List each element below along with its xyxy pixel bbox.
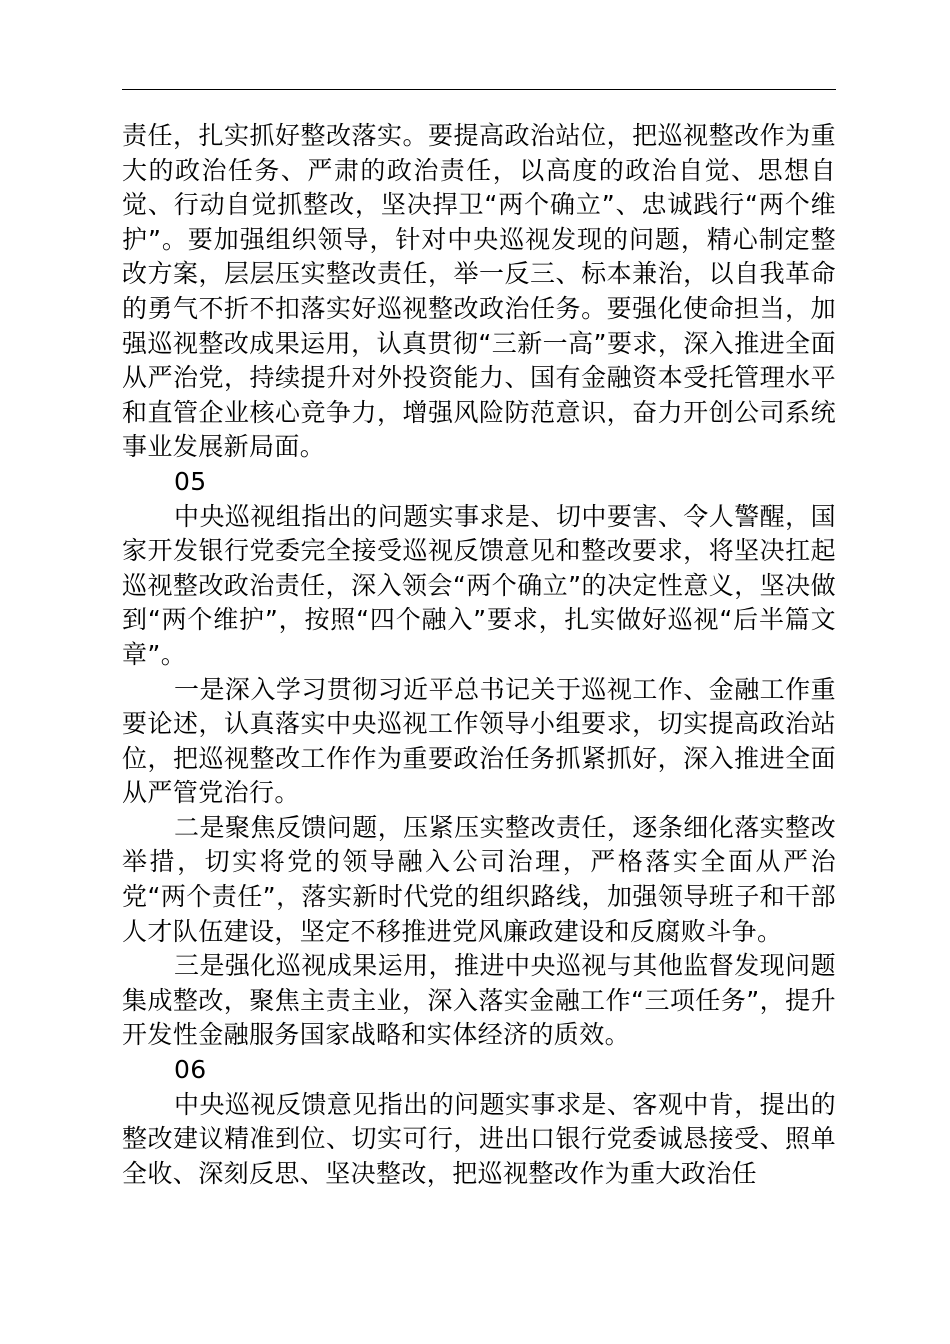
section-number-05: 05 [174,466,207,496]
paragraph-continued: 责任，扎实抓好整改落实。要提高政治站位，把巡视整改作为重大的政治任务、严肃的政治责任，以高度的政治自觉、思想自觉、行动自觉抓整改，坚决捍卫“两个确立”、忠诚践行“两个维护”。要加强组织领导，针对中央巡视发现的问题，精心制定整改方案，层层压实整改责任，举一反三、标本兼治，以自我革命的勇气不折不扣落实好巡视整改政治任务。要强化使命担当，加强巡视整改成果运用，认真贯彻“三新一高”要求，深入推进全面从严治党，持续提升对外投资能力、国有金融资本受托管理水平和直管企业核心竞争力，增强风险防范意识，奋力开创公司系统事业发展新局面。 [122,121,836,462]
document-body [122,119,836,1191]
paragraph: 中央巡视组指出的问题实事求是、切中要害、令人警醒，国家开发银行党委完全接受巡视反馈意见和整改要求，将坚决扛起巡视整改政治责任，深入领会“两个确立”的决定性意义，坚决做到“两个维护”，按照“四个融入”要求，扎实做好巡视“后半篇文章”。 [122,501,836,669]
paragraph: 三是强化巡视成果运用，推进中央巡视与其他监督发现问题集成整改，聚焦主责主业，深入落实金融工作“三项任务”，提升开发性金融服务国家战略和实体经济的质效。 [122,951,836,1050]
paragraph: 二是聚焦反馈问题，压紧压实整改责任，逐条细化落实整改举措，切实将党的领导融入公司治理，严格落实全面从严治党“两个责任”，落实新时代党的组织路线，加强领导班子和干部人才队伍建设，坚定不移推进党风廉政建设和反腐败斗争。 [122,812,836,946]
paragraph: 一是深入学习贯彻习近平总书记关于巡视工作、金融工作重要论述，认真落实中央巡视工作领导小组要求，切实提高政治站位，把巡视整改工作作为重要政治任务抓紧抓好，深入推进全面从严管党治行。 [122,674,836,808]
paragraph: 中央巡视反馈意见指出的问题实事求是、客观中肯，提出的整改建议精准到位、切实可行，进出口银行党委诚恳接受、照单全收、深刻反思、坚决整改，把巡视整改作为重大政治任 [122,1089,836,1188]
header-rule [122,89,836,90]
section-number-06: 06 [174,1055,207,1085]
